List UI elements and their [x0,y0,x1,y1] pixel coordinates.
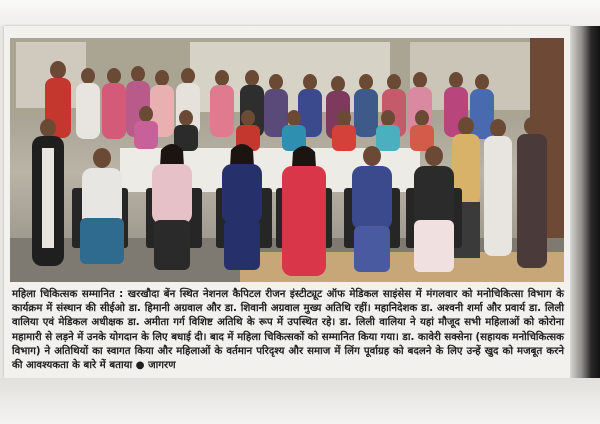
newspaper-clipping [4,26,570,378]
screen-bezel [570,26,600,378]
photo-caption: महिला चिकित्सक सम्मानित : खरखौदा बेंन स्थित नेशनल कैपिटल रीजन इंस्टीट्यूट ऑफ मेडिकल साइंसेस में मंगलवार को मनोचिकित्सा विभाग के कार्यक्रम में संस्थान की सीईओ डा. हिमानी अग्रवाल और डा. शिवानी अग्रवाल मुख्य अतिथि रहीं। महानिदेशक डा. अश्वनी शर्मा और प्रवार्य डा. लिली वालिया एवं मेडिकल अधीक्षक डा. अमीता गर्ग विशिष्ट अतिथि के रूप में उपस्थित रहे। डा. लिली वालिया ने यहां मौजूद सभी महिलाओं को कोरोना महामारी से लड़ने में उनके योगदान के लिए बधाई दी। बाद में महिला चिकित्सकों को सम्मानित किया गया। डा. कावेरी सक्सेना (सहायक मनोचिकित्सक विभाग) ने अतिथियों का स्वागत किया और महिलाओं के वर्तमान परिदृश्य और समाज में लिंग पूर्वाग्रह को बदलने के लिए उन्हें खुद को मजबूत करने की आवश्यकता के बारे में बताया ● जागरण [12,289,564,372]
group-photo [10,38,564,282]
screen-top-edge [0,0,600,26]
screen-bottom-edge [0,378,600,424]
group-photo-drawing [10,38,564,282]
